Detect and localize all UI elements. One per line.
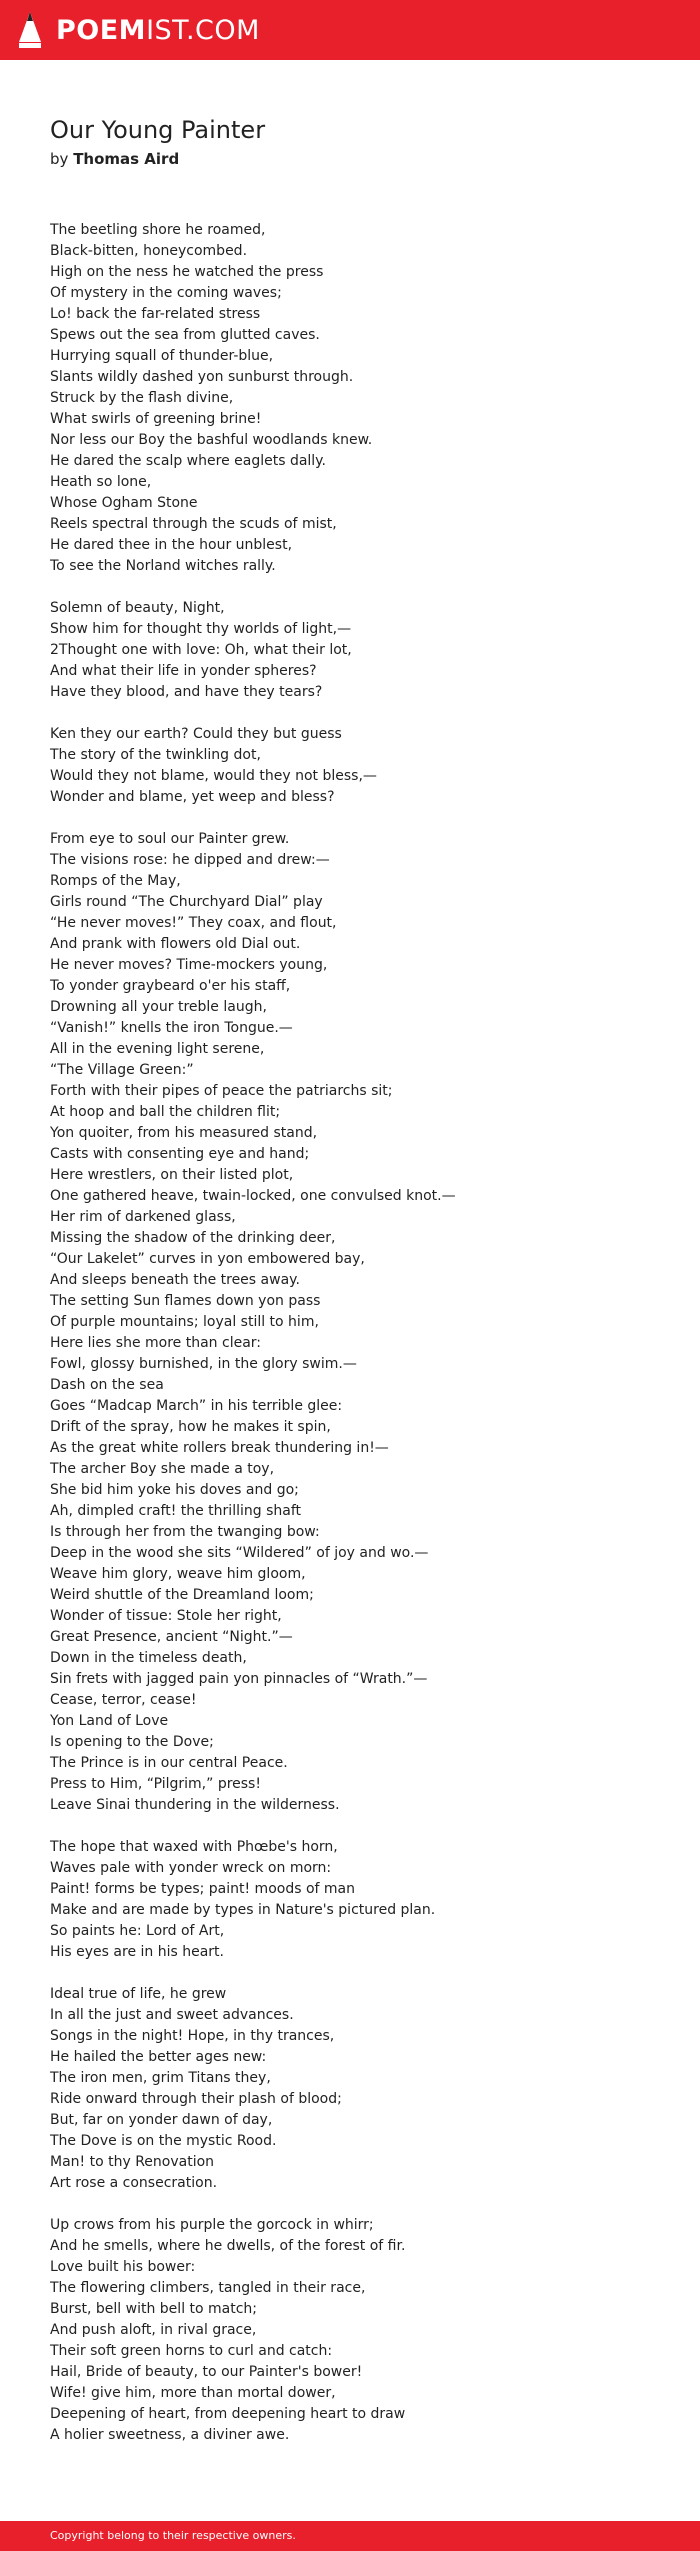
poem-line: Ah, dimpled craft! the thrilling shaft — [50, 1503, 301, 1519]
poem-line: Heath so lone, — [50, 474, 152, 490]
poem-line: One gathered heave, twain-locked, one convulsed knot.— — [50, 1188, 456, 1204]
site-logo[interactable] — [56, 15, 260, 46]
poem-line: Is opening to the Dove; — [50, 1734, 214, 1750]
poem-line: Art rose a consecration. — [50, 2175, 218, 2191]
poem-line: Drift of the spray, how he makes it spin, — [50, 1419, 331, 1435]
poem-line: And sleeps beneath the trees away. — [50, 1272, 300, 1288]
poem-line: A holier sweetness, a diviner awe. — [50, 2427, 290, 2443]
poem-line: Wife! give him, more than mortal dower, — [50, 2385, 336, 2401]
poem-line: Yon quoiter, from his measured stand, — [50, 1125, 318, 1141]
poem-line: Ken they our earth? Could they but guess — [50, 726, 342, 742]
poem-line: High on the ness he watched the press — [50, 264, 324, 280]
poem-line: Wonder and blame, yet weep and bless? — [50, 789, 335, 805]
poem-line: He hailed the better ages new: — [50, 2049, 267, 2065]
poem-line: He never moves? Time-mockers young, — [50, 957, 328, 973]
poem-line: Weave him glory, weave him gloom, — [50, 1566, 306, 1582]
poem-line: In all the just and sweet advances. — [50, 2007, 294, 2023]
poem-line: Nor less our Boy the bashful woodlands knew. — [50, 432, 373, 448]
poem-line: Would they not blame, would they not bless,— — [50, 768, 377, 784]
poem-line: Girls round “The Churchyard Dial” play — [50, 894, 323, 910]
poem-line: To see the Norland witches rally. — [50, 558, 276, 574]
poem-line: Hurrying squall of thunder-blue, — [50, 348, 274, 364]
poem-line: “Vanish!” knells the iron Tongue.— — [50, 1020, 293, 1036]
poem-line: Here lies she more than clear: — [50, 1335, 262, 1351]
poem-line: Here wrestlers, on their listed plot, — [50, 1167, 294, 1183]
author-link[interactable]: Thomas Aird — [73, 150, 180, 168]
poem-line: Dash on the sea — [50, 1377, 164, 1393]
poem-line: The beetling shore he roamed, — [50, 222, 266, 238]
poem-line: Slants wildly dashed yon sunburst through. — [50, 369, 354, 385]
poem-line: And push aloft, in rival grace, — [50, 2322, 257, 2338]
poem-line: Black-bitten, honeycombed. — [50, 243, 248, 259]
poem-line: But, far on yonder dawn of day, — [50, 2112, 273, 2128]
poem-line: As the great white rollers break thundering in!— — [50, 1440, 389, 1456]
poem-line: Press to Him, “Pilgrim,” press! — [50, 1776, 261, 1792]
poem-line: “He never moves!” They coax, and flout, — [50, 915, 337, 931]
poem-line: Man! to thy Renovation — [50, 2154, 215, 2170]
poem-body — [50, 220, 650, 2446]
poem-line: Songs in the night! Hope, in thy trances, — [50, 2028, 335, 2044]
poem-line: The story of the twinkling dot, — [50, 747, 261, 763]
poem-line: Weird shuttle of the Dreamland loom; — [50, 1587, 314, 1603]
poem-line: Romps of the May, — [50, 873, 181, 889]
poem-line: Cease, terror, cease! — [50, 1692, 197, 1708]
poem-line: Fowl, glossy burnished, in the glory swim.— — [50, 1356, 357, 1372]
poem-line: Ride onward through their plash of blood; — [50, 2091, 342, 2107]
poem-line: Drowning all your treble laugh, — [50, 999, 267, 1015]
poem-line: The Prince is in our central Peace. — [50, 1755, 288, 1771]
poem-line: The visions rose: he dipped and drew:— — [50, 852, 330, 868]
poem-line: The hope that waxed with Phœbe's horn, — [50, 1839, 338, 1855]
poem-line: His eyes are in his heart. — [50, 1944, 224, 1960]
logo-light-part: IST.COM — [146, 14, 260, 46]
poem-line: Hail, Bride of beauty, to our Painter's bower! — [50, 2364, 363, 2380]
poem-line: Reels spectral through the scuds of mist, — [50, 516, 337, 532]
poem-line: Of mystery in the coming waves; — [50, 285, 282, 301]
stanza — [50, 1837, 650, 1963]
poem-line: “Our Lakelet” curves in yon embowered bay, — [50, 1251, 365, 1267]
poem-line: Sin frets with jagged pain yon pinnacles of “Wrath.”— — [50, 1671, 428, 1687]
poem-line: The iron men, grim Titans they, — [50, 2070, 271, 2086]
poem-line: At hoop and ball the children flit; — [50, 1104, 281, 1120]
poem-line: She bid him yoke his doves and go; — [50, 1482, 299, 1498]
poem-line: He dared the scalp where eaglets dally. — [50, 453, 326, 469]
poem-line: Show him for thought thy worlds of light,— — [50, 621, 352, 637]
poem-line: And prank with flowers old Dial out. — [50, 936, 301, 952]
poem-line: Leave Sinai thundering in the wilderness. — [50, 1797, 340, 1813]
stanza — [50, 598, 650, 703]
poem-line: Wonder of tissue: Stole her right, — [50, 1608, 282, 1624]
poem-line: Of purple mountains; loyal still to him, — [50, 1314, 319, 1330]
poem-line: Lo! back the far-related stress — [50, 306, 261, 322]
poem-line: What swirls of greening brine! — [50, 411, 262, 427]
poem-line: And he smells, where he dwells, of the forest of fir. — [50, 2238, 406, 2254]
poem-line: The Dove is on the mystic Rood. — [50, 2133, 277, 2149]
poem-line: Great Presence, ancient “Night.”— — [50, 1629, 293, 1645]
poem-line: The flowering climbers, tangled in their race, — [50, 2280, 366, 2296]
poem-line: Ideal true of life, he grew — [50, 1986, 227, 2002]
poem-line: Solemn of beauty, Night, — [50, 600, 225, 616]
stanza — [50, 220, 650, 577]
poem-line: Goes “Madcap March” in his terrible glee: — [50, 1398, 343, 1414]
stanza — [50, 1984, 650, 2194]
poem-line: Deep in the wood she sits “Wildered” of joy and wo.— — [50, 1545, 429, 1561]
pencil-tip-icon[interactable] — [18, 10, 42, 50]
stanza — [50, 2215, 650, 2446]
poem-line: Missing the shadow of the drinking deer, — [50, 1230, 336, 1246]
logo-bold-part: POEM — [56, 14, 147, 46]
stanza — [50, 724, 650, 808]
poem-line: “The Village Green:” — [50, 1062, 194, 1078]
poem-line: Is through her from the twanging bow: — [50, 1524, 320, 1540]
poem-line: Yon Land of Love — [50, 1713, 169, 1729]
poem-line: Burst, bell with bell to match; — [50, 2301, 258, 2317]
poem-line: Have they blood, and have they tears? — [50, 684, 323, 700]
poem-line: Struck by the flash divine, — [50, 390, 234, 406]
site-header — [0, 0, 700, 60]
poem-line: Whose Ogham Stone — [50, 495, 198, 511]
poem-line: The archer Boy she made a toy, — [50, 1461, 275, 1477]
poem-line: Down in the timeless death, — [50, 1650, 247, 1666]
poem-line: Casts with consenting eye and hand; — [50, 1146, 310, 1162]
byline — [50, 148, 650, 170]
site-footer — [0, 2521, 700, 2551]
by-label: by — [50, 150, 69, 168]
poem-line: Deepening of heart, from deepening heart to draw — [50, 2406, 406, 2422]
copyright-text: Copyright belong to their respective owners. — [50, 2529, 296, 2542]
poem-line: Paint! forms be types; paint! moods of man — [50, 1881, 355, 1897]
poem-line: He dared thee in the hour unblest, — [50, 537, 293, 553]
poem-line: The setting Sun flames down yon pass — [50, 1293, 321, 1309]
poem-line: Spews out the sea from glutted caves. — [50, 327, 320, 343]
poem-line: To yonder graybeard o'er his staff, — [50, 978, 291, 994]
poem-line: Love built his bower: — [50, 2259, 196, 2275]
poem-content — [50, 112, 650, 2467]
poem-line: Her rim of darkened glass, — [50, 1209, 236, 1225]
poem-line: Make and are made by types in Nature's pictured plan. — [50, 1902, 436, 1918]
poem-line: All in the evening light serene, — [50, 1041, 265, 1057]
poem-line: And what their life in yonder spheres? — [50, 663, 317, 679]
poem-line: Waves pale with yonder wreck on morn: — [50, 1860, 332, 1876]
poem-line: 2Thought one with love: Oh, what their lot, — [50, 642, 352, 658]
poem-line: From eye to soul our Painter grew. — [50, 831, 290, 847]
poem-line: Up crows from his purple the gorcock in whirr; — [50, 2217, 374, 2233]
poem-line: Their soft green horns to curl and catch: — [50, 2343, 333, 2359]
stanza — [50, 829, 650, 1816]
poem-line: So paints he: Lord of Art, — [50, 1923, 225, 1939]
poem-title: Our Young Painter — [50, 116, 266, 144]
poem-line: Forth with their pipes of peace the patriarchs sit; — [50, 1083, 393, 1099]
